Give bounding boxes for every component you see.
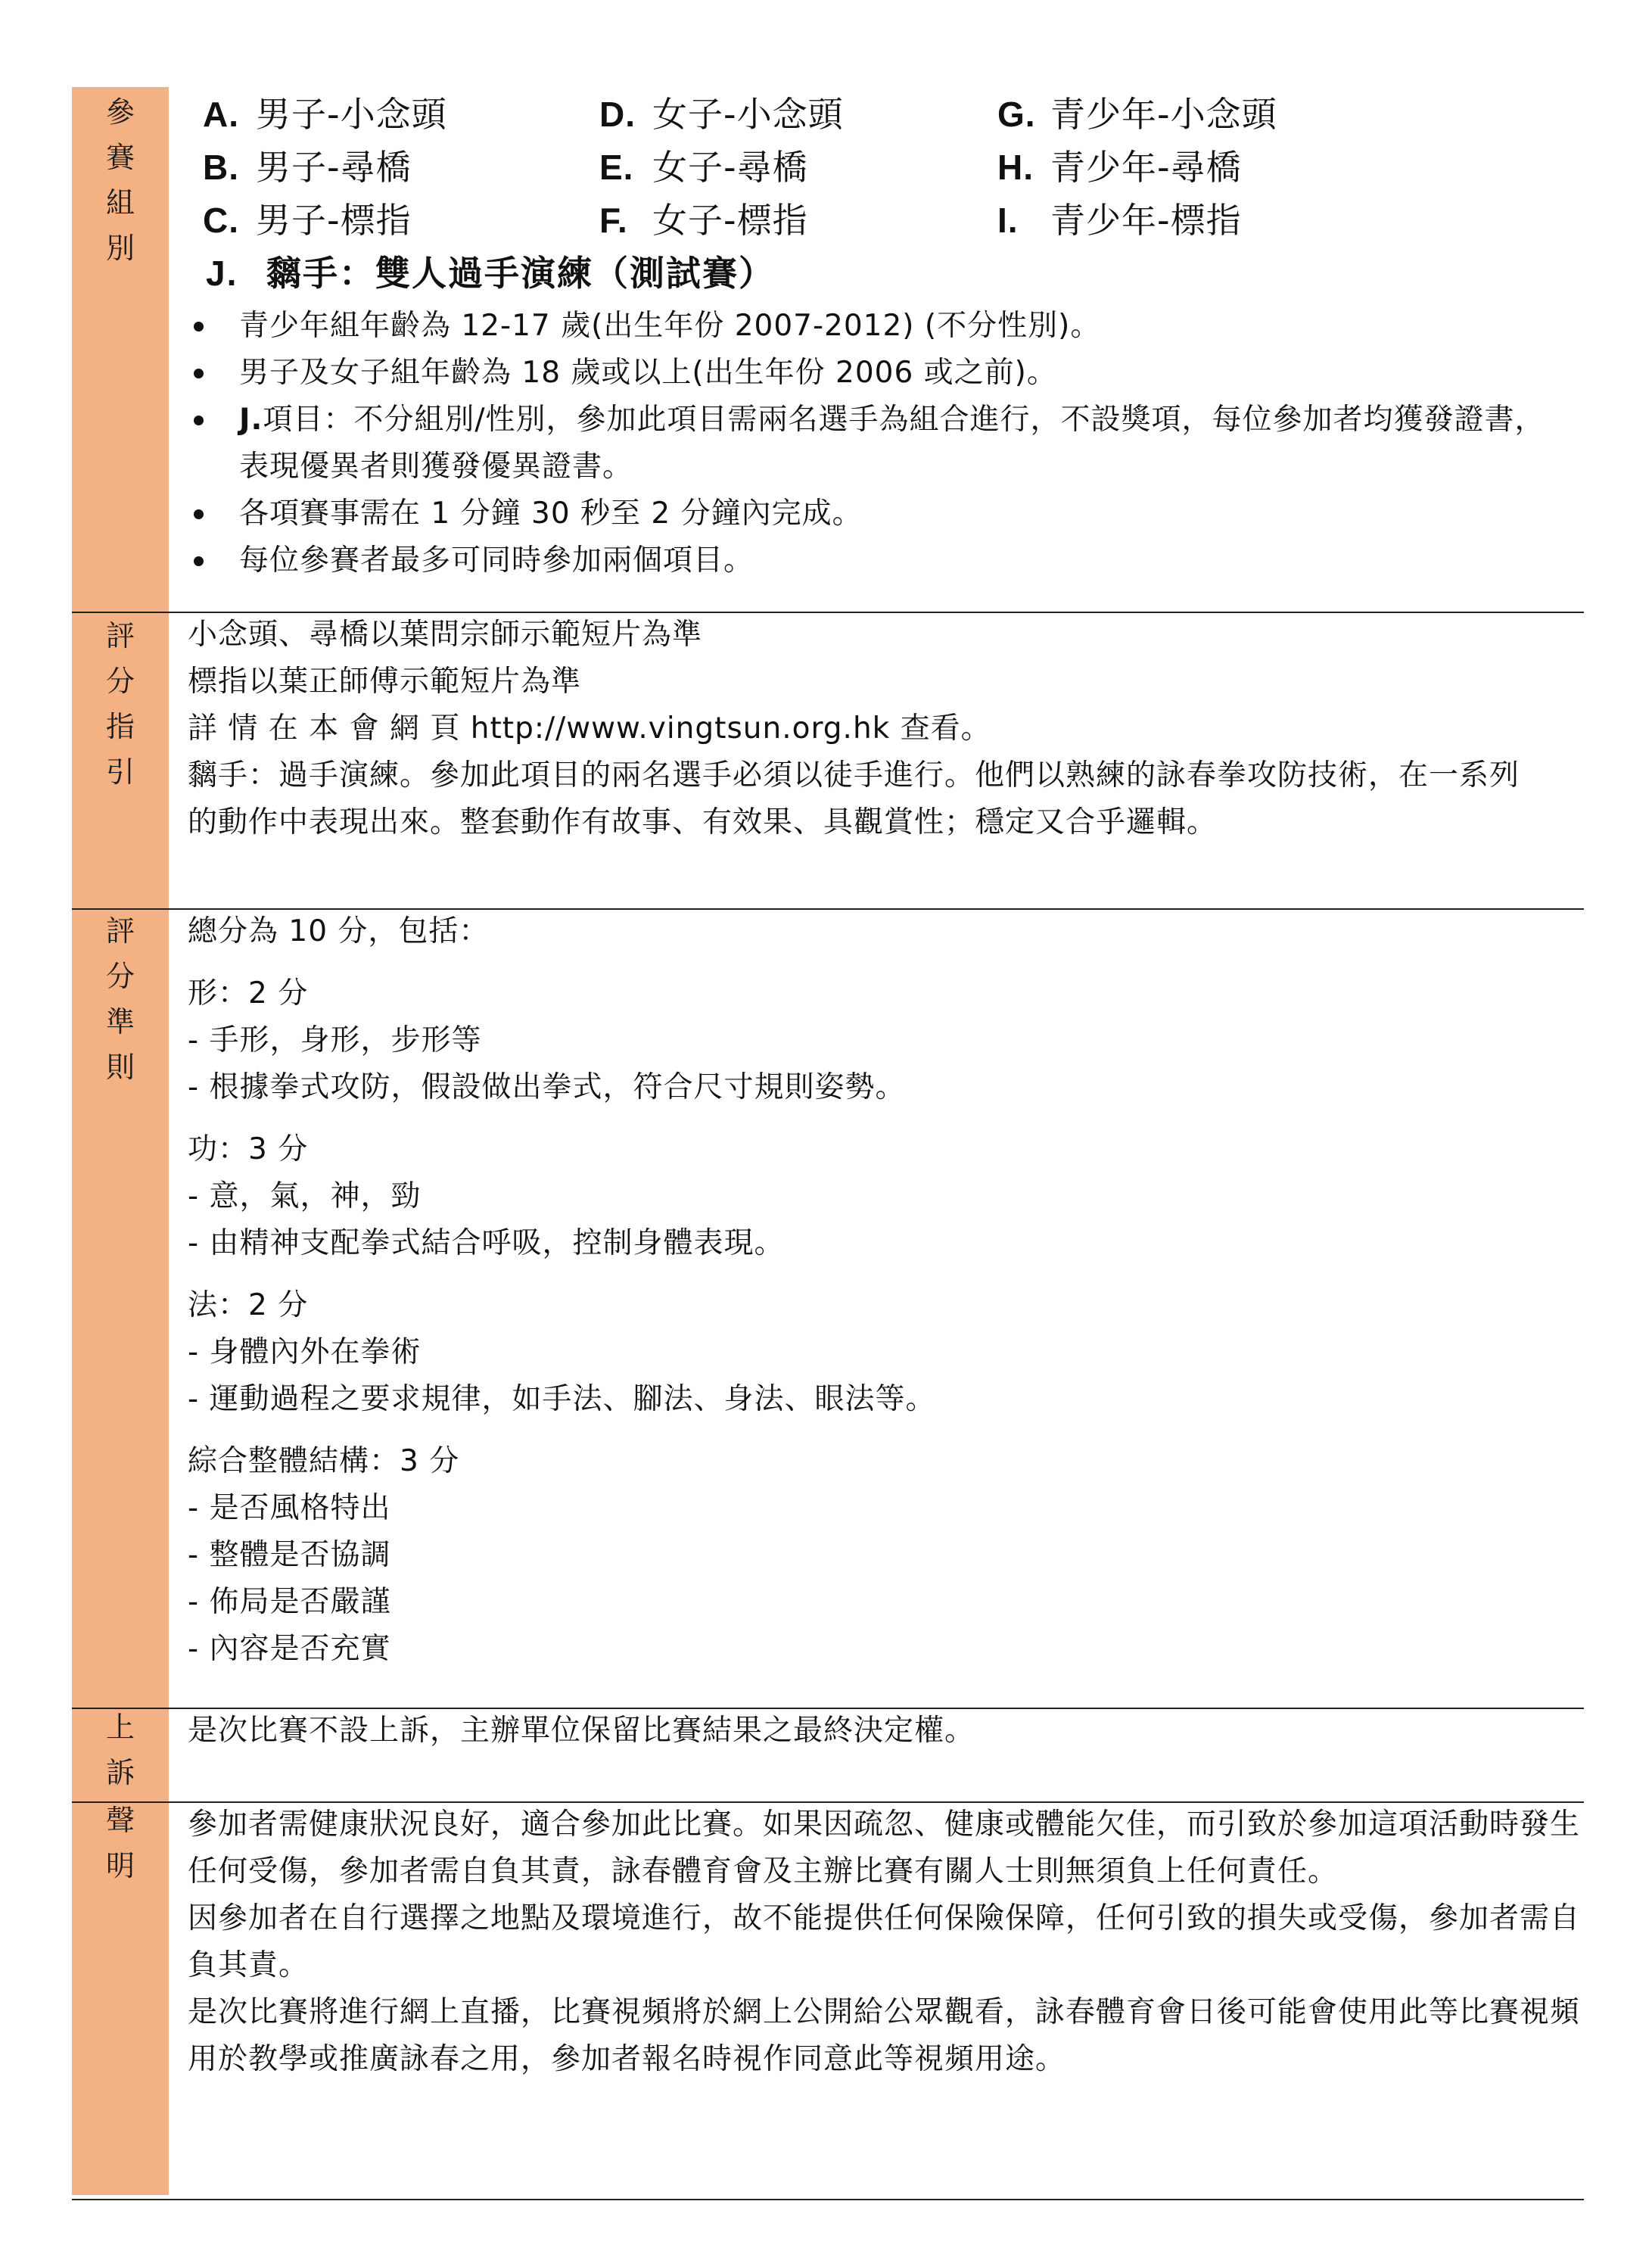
note-adult-age: 男子及女子組年齡為 18 歲或以上(出生年份 2006 或之前)。 — [188, 350, 1573, 397]
criteria-item: - 佈局是否嚴謹 — [188, 1579, 1573, 1626]
criteria-content — [188, 908, 1573, 1673]
criteria-intro: 總分為 10 分，包括： — [188, 914, 490, 948]
category-d: D. 女子-小念頭 — [599, 94, 844, 135]
criteria-group-title: 形：2 分 — [188, 976, 309, 1010]
criteria-group-title: 功：3 分 — [188, 1132, 309, 1166]
category-j: J. 黐手：雙人過手演練（測試賽） — [206, 253, 775, 294]
guide-line-website: 詳 情 在 本 會 網 頁 http://www.vingtsun.org.hk 查看。 — [188, 711, 991, 746]
note-j-item: J.項目：不分組別/性別，參加此項目需兩名選手為組合進行，不設獎項，每位參加者均獲發證書，表現優異者則獲發優異證書。 — [188, 397, 1573, 490]
label-guide: 評 分 指 引 — [105, 619, 135, 789]
note-max-items: 每位參賽者最多可同時參加兩個項目。 — [188, 537, 1573, 584]
category-c: C. 男子-標指 — [203, 200, 412, 241]
criteria-item: - 運動過程之要求規律，如手法、腳法、身法、眼法等。 — [188, 1376, 1573, 1423]
note-time-limit: 各項賽事需在 1 分鐘 30 秒至 2 分鐘內完成。 — [188, 490, 1573, 537]
label-criteria: 評 分 準 則 — [105, 914, 135, 1084]
disclaimer-paragraph: 因參加者在自行選擇之地點及環境進行，故不能提供任何保險保障，任何引致的損失或受傷，參加者需自負其責。 — [188, 1901, 1581, 1982]
criteria-item: - 根據拳式攻防，假設做出拳式，符合尺寸規則姿勢。 — [188, 1064, 1573, 1111]
guide-line: 小念頭、尋橋以葉問宗師示範短片為準 — [188, 618, 703, 652]
category-f: F. 女子-標指 — [599, 200, 808, 241]
rule-bottom — [72, 2199, 1584, 2200]
category-i: I. 青少年-標指 — [997, 200, 1242, 241]
guide-content — [188, 612, 1573, 846]
appeal-text: 是次比賽不設上訴，主辦單位保留比賽結果之最終決定權。 — [188, 1714, 975, 1748]
guide-line: 標指以葉正師傅示範短片為準 — [188, 665, 582, 699]
category-h: H. 青少年-尋橋 — [997, 147, 1242, 188]
criteria-item: - 整體是否協調 — [188, 1532, 1573, 1579]
label-appeal: 上 訴 — [105, 1711, 135, 1789]
criteria-item: - 手形，身形，步形等 — [188, 1017, 1573, 1064]
category-g: G. 青少年-小念頭 — [997, 94, 1277, 135]
appeal-content — [188, 1708, 1573, 1754]
criteria-group-title: 法：2 分 — [188, 1288, 309, 1322]
label-disclaimer: 聲 明 — [105, 1804, 135, 1882]
category-e: E. 女子-尋橋 — [599, 147, 808, 188]
criteria-item: - 由精神支配拳式結合呼吸，控制身體表現。 — [188, 1220, 1573, 1267]
disclaimer-paragraph: 參加者需健康狀況良好，適合參加此比賽。如果因疏忽、健康或體能欠佳，而引致於參加這項活動時發生任何受傷，參加者需自負其責，詠春體育會及主辦比賽有關人士則無須負上任何責任。 — [188, 1807, 1581, 1888]
guide-line: 黐手：過手演練。參加此項目的兩名選手必須以徒手進行。他們以熟練的詠春拳攻防技術，在一系列的動作中表現出來。整套動作有故事、有效果、具觀賞性；穩定又合乎邏輯。 — [188, 758, 1520, 839]
category-b: B. 男子-尋橋 — [203, 147, 412, 188]
criteria-item: - 內容是否充實 — [188, 1626, 1573, 1673]
label-categories: 參 賽 組 別 — [105, 95, 135, 265]
category-notes — [188, 303, 1573, 584]
category-a: A. 男子-小念頭 — [203, 94, 447, 135]
criteria-item: - 意，氣，神，勁 — [188, 1173, 1573, 1220]
criteria-item: - 身體內外在拳術 — [188, 1329, 1573, 1376]
criteria-item: - 是否風格特出 — [188, 1485, 1573, 1532]
note-youth-age: 青少年組年齡為 12-17 歲(出生年份 2007-2012) (不分性別)。 — [188, 303, 1573, 350]
criteria-group-title: 綜合整體結構：3 分 — [188, 1444, 460, 1478]
disclaimer-paragraph: 是次比賽將進行網上直播，比賽視頻將於網上公開給公眾觀看，詠春體育會日後可能會使用此等比賽視頻用於教學或推廣詠春之用，參加者報名時視作同意此等視頻用途。 — [188, 1995, 1581, 2076]
disclaimer-content — [188, 1801, 1580, 2083]
